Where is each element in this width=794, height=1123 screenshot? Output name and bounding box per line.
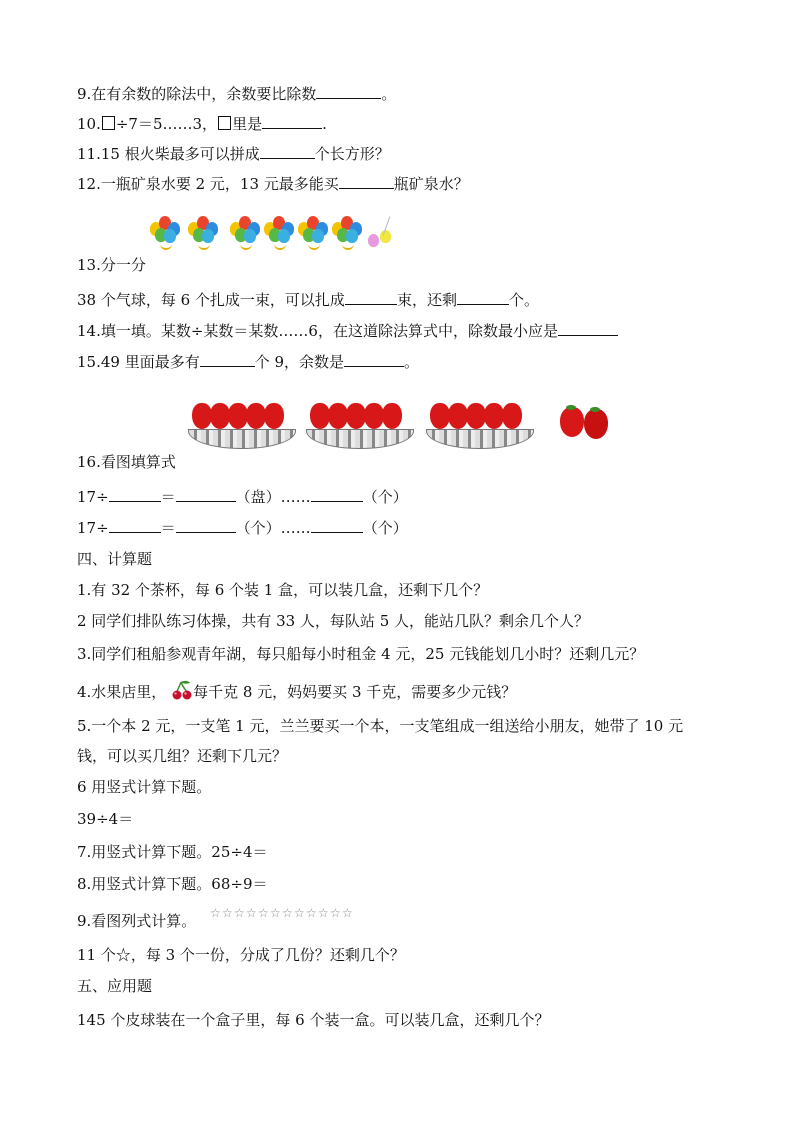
calc-question-5-line-2: 钱，可以买几组？还剩下几元？ <box>77 747 288 765</box>
star-icon: ☆ <box>258 906 269 920</box>
star-icon: ☆ <box>306 906 317 920</box>
question-13-label: 13.分一分 <box>77 256 146 274</box>
answer-blank[interactable] <box>316 84 381 99</box>
calc-question-8: 8.用竖式计算下题。68÷9＝ <box>77 875 268 893</box>
equation-1: 17÷ ＝ （盘）…… （个） <box>77 488 408 506</box>
answer-blank[interactable] <box>260 144 315 159</box>
answer-blank[interactable] <box>558 321 618 336</box>
equation-2: 17÷ ＝ （个）…… （个） <box>77 519 408 537</box>
star-icon: ☆ <box>222 906 233 920</box>
calc-question-4: 4.水果店里， 每千克 8 元，妈妈要买 3 千克，需要多少元钱？ <box>77 680 516 702</box>
answer-blank[interactable] <box>109 487 161 502</box>
calc-question-1: 1.有 32 个茶杯，每 6 个装 1 盒，可以装几盒，还剩下几个？ <box>77 581 489 599</box>
answer-blank[interactable] <box>311 518 363 533</box>
star-icon: ☆ <box>270 906 281 920</box>
star-icon: ☆ <box>330 906 341 920</box>
star-icon: ☆ <box>282 906 293 920</box>
square-box-icon <box>218 116 231 130</box>
calc-question-6-equation: 39÷4＝ <box>77 810 134 828</box>
question-9: 9.在有余数的除法中，余数要比除数 。 <box>77 85 397 103</box>
question-15: 15.49 里面最多有 个 9，余数是 。 <box>77 353 420 371</box>
balloon-bunch-icon <box>150 212 406 262</box>
application-question-1: 145 个皮球装在一个盒子里，每 6 个装一盒。可以装几盒，还剩几个？ <box>77 1011 550 1029</box>
star-row-icon <box>210 906 355 926</box>
answer-blank[interactable] <box>176 518 236 533</box>
calc-question-9-text: 11 个☆，每 3 个一份，分成了几份？还剩几个？ <box>77 946 405 964</box>
star-icon: ☆ <box>342 906 353 920</box>
answer-blank[interactable] <box>339 174 394 189</box>
answer-blank[interactable] <box>176 487 236 502</box>
answer-blank[interactable] <box>311 487 363 502</box>
question-14: 14.填一填。某数÷某数＝某数……6，在这道除法算式中，除数最小应是 <box>77 321 618 341</box>
answer-blank[interactable] <box>109 518 161 533</box>
star-icon: ☆ <box>210 906 221 920</box>
calc-question-9: 9.看图列式计算。 <box>77 912 197 930</box>
calc-question-2: 2 同学们排队练习体操，共有 33 人，每队站 5 人，能站几队？剩余几个人？ <box>77 612 590 630</box>
answer-blank[interactable] <box>344 352 404 367</box>
star-icon: ☆ <box>234 906 245 920</box>
question-12: 12.一瓶矿泉水要 2 元，13 元最多能买 瓶矿泉水？ <box>77 175 469 193</box>
question-16-label: 16.看图填算式 <box>77 453 176 471</box>
answer-blank[interactable] <box>200 352 255 367</box>
question-11: 11.15 根火柴最多可以拼成 个长方形？ <box>77 145 390 163</box>
calc-question-6: 6 用竖式计算下题。 <box>77 778 212 796</box>
answer-blank[interactable] <box>457 290 509 305</box>
calc-question-5-line-1: 5.一个本 2 元，一支笔 1 元，兰兰要买一个本，一支笔组成一组送给小朋友，她带了 10 元 <box>77 717 684 735</box>
question-10: 10. ÷7＝5……3， 里是 . <box>77 115 327 133</box>
answer-blank[interactable] <box>345 290 397 305</box>
star-icon: ☆ <box>318 906 329 920</box>
section-4-heading: 四、计算题 <box>77 550 153 568</box>
star-icon: ☆ <box>294 906 305 920</box>
question-13: 38 个气球，每 6 个扎成一束，可以扎成 束，还剩 个。 <box>77 291 539 309</box>
strawberry-plate-icon <box>188 403 648 453</box>
calc-question-3: 3.同学们租船参观青年湖，每只船每小时租金 4 元，25 元钱能划几小时？还剩几元？ <box>77 645 645 663</box>
cherry-icon <box>171 680 193 700</box>
square-box-icon <box>102 116 115 130</box>
calc-question-7: 7.用竖式计算下题。25÷4＝ <box>77 843 268 861</box>
section-5-heading: 五、应用题 <box>77 977 153 995</box>
answer-blank[interactable] <box>262 114 322 129</box>
star-icon: ☆ <box>246 906 257 920</box>
